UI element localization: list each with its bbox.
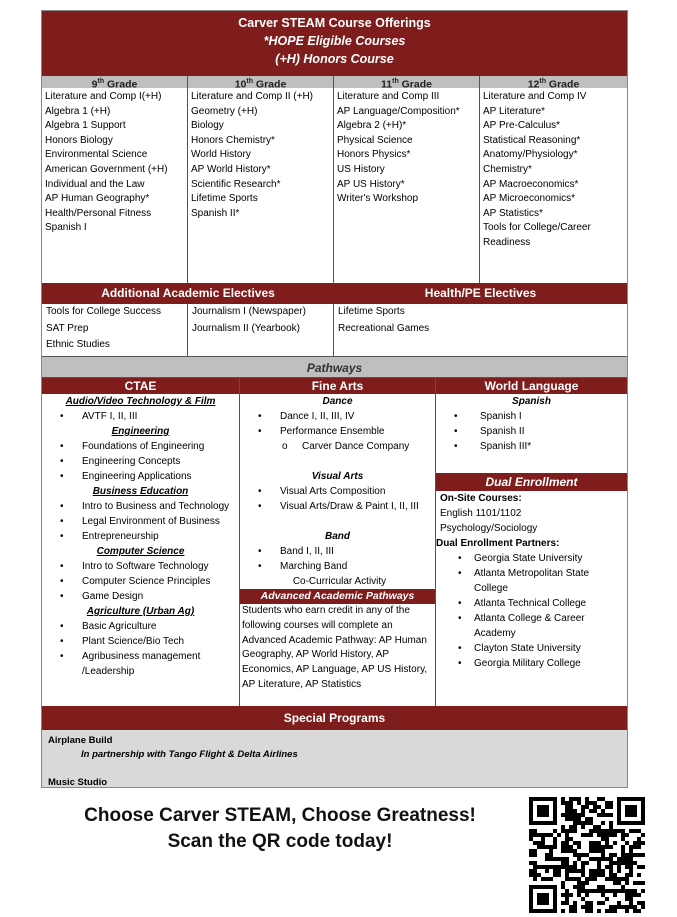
- ctae-column: [42, 378, 240, 706]
- grade-label: Grade: [546, 78, 580, 91]
- list-item: • Engineering Applications: [42, 469, 239, 484]
- grade-column: [334, 76, 480, 283]
- ctae-section-list: [42, 559, 239, 604]
- course-item: AP Literature*: [483, 105, 546, 117]
- electives-col-1: [42, 304, 188, 356]
- grade-number: 11: [381, 78, 393, 91]
- special-item: Airplane Build: [48, 735, 113, 746]
- band-note: Co-Curricular Activity: [292, 576, 387, 587]
- ctae-section-title: Audio/Video Technology & Film: [65, 396, 216, 407]
- academic-electives-title: Additional Academic Electives: [101, 286, 275, 300]
- grade-header: [334, 76, 479, 91]
- spanish-list: [436, 409, 627, 473]
- course-item: Literature and Comp I(+H): [45, 91, 162, 102]
- list-item: • Intro to Business and Technology: [42, 499, 239, 514]
- course-item: Spanish II*: [191, 207, 240, 219]
- onsite-label: On-Site Courses:: [440, 493, 522, 504]
- pathways-title: Pathways: [42, 356, 627, 378]
- aap-text: Students who earn credit in any of the following courses will complete an Advanced Academic Pathway: AP Human Geography, AP World History, AP Economics, AP Language, AP US History, AP Literature, AP Statistics: [242, 605, 428, 690]
- list-item: • Marching Band: [240, 559, 435, 574]
- list-item: Psychology/Sociology: [440, 523, 538, 534]
- band-list: [240, 544, 435, 574]
- dual-enrollment-title: Dual Enrollment: [436, 473, 627, 491]
- course-item: Environmental Science: [45, 149, 148, 161]
- grade-suffix: th: [539, 78, 547, 85]
- course-item: AP World History*: [191, 163, 271, 175]
- course-item: Anatomy/Physiology*: [483, 149, 578, 161]
- ctae-section-title: Business Education: [92, 486, 189, 497]
- course-item: Algebra 1 (+H): [45, 105, 111, 117]
- grade-number: 10: [234, 78, 247, 91]
- pathways-grid: [42, 378, 627, 706]
- grade-number: 12: [527, 78, 540, 91]
- list-item: • Atlanta Metropolitan State College: [440, 566, 623, 596]
- list-item: • Spanish III*: [436, 439, 627, 454]
- band-title: Band: [325, 531, 350, 542]
- list-item: • Intro to Software Technology: [42, 559, 239, 574]
- course-item: Writer's Workshop: [337, 193, 419, 205]
- list-item: • Spanish II: [436, 424, 627, 439]
- course-item: Honors Physics*: [337, 149, 411, 161]
- course-item: Chemistry*: [483, 163, 532, 175]
- list-item: • Atlanta College & Career Academy: [440, 611, 623, 641]
- course-item: American Government (+H): [45, 163, 168, 175]
- world-language-column: [436, 378, 627, 706]
- list-item: Journalism II (Yearbook): [192, 322, 301, 334]
- list-item: Lifetime Sports: [338, 306, 405, 317]
- dance-list: [240, 409, 435, 454]
- course-item: AP Statistics*: [483, 207, 543, 219]
- grade-columns: [42, 76, 627, 283]
- list-item: • Basic Agriculture: [42, 619, 239, 634]
- course-item: World History: [191, 149, 251, 161]
- list-item: • Computer Science Principles: [42, 574, 239, 589]
- tagline-line-2: Scan the QR code today!: [167, 831, 393, 852]
- course-item: AP Macroeconomics*: [483, 178, 579, 190]
- electives-col-2: [188, 304, 334, 356]
- course-item: Lifetime Sports: [191, 193, 258, 205]
- ctae-section-list: [42, 439, 239, 484]
- ctae-section-title: Computer Science: [96, 546, 185, 557]
- electives-col-3: [334, 304, 627, 356]
- ctae-section-title: Agriculture (Urban Ag): [86, 606, 195, 617]
- course-item: Scientific Research*: [191, 178, 281, 190]
- special-programs-body: [42, 730, 627, 787]
- partners-label: Dual Enrollment Partners:: [436, 538, 560, 549]
- list-item: English 1101/1102: [440, 508, 522, 519]
- list-item: • Entrepreneurship: [42, 529, 239, 544]
- grade-suffix: th: [392, 78, 399, 85]
- aap-title: Advanced Academic Pathways: [240, 589, 435, 604]
- course-item: Biology: [191, 120, 224, 132]
- list-item: • Atlanta Technical College: [440, 596, 623, 611]
- list-item: • Dance I, II, III, IV: [240, 409, 435, 424]
- world-language-title: World Language: [436, 378, 627, 394]
- list-item: o Carver Dance Company: [240, 439, 435, 454]
- health-electives-title: Health/PE Electives: [424, 286, 537, 300]
- course-item: Geometry (+H): [191, 105, 258, 117]
- ctae-title: CTAE: [42, 378, 239, 394]
- grade-suffix: th: [97, 78, 105, 85]
- grade-number: 9: [91, 78, 98, 91]
- qr-code-icon[interactable]: [529, 797, 645, 913]
- page-title: Carver STEAM Course Offerings: [238, 16, 431, 30]
- grade-suffix: th: [246, 78, 254, 85]
- fine-arts-title: Fine Arts: [240, 378, 435, 394]
- course-item: Literature and Comp IV: [483, 91, 587, 102]
- partners-list: [440, 551, 623, 671]
- list-item: • Engineering Concepts: [42, 454, 239, 469]
- course-item: Statistical Reasoning*: [483, 134, 581, 146]
- course-item: AP US History*: [337, 178, 405, 190]
- list-item: SAT Prep: [46, 322, 89, 334]
- honors-note: (+H) Honors Course: [275, 52, 394, 66]
- ctae-section-list: [42, 499, 239, 544]
- list-item: • Georgia Military College: [440, 656, 623, 671]
- course-sheet: [41, 10, 628, 788]
- list-item: • Spanish I: [436, 409, 627, 424]
- list-item: • Agribusiness management /Leadership: [42, 649, 239, 679]
- dance-title: Dance: [322, 396, 353, 407]
- grade-label: Grade: [253, 78, 287, 91]
- course-item: Honors Chemistry*: [191, 134, 275, 146]
- course-item: Tools for College/Career Readiness: [483, 222, 591, 248]
- list-item: • Legal Environment of Business: [42, 514, 239, 529]
- course-item: Literature and Comp III: [337, 91, 440, 102]
- visual-arts-title: Visual Arts: [311, 471, 364, 482]
- special-programs-title: Special Programs: [42, 706, 627, 730]
- header-banner: [42, 11, 627, 76]
- course-item: US History: [337, 163, 385, 175]
- list-item: • Plant Science/Bio Tech: [42, 634, 239, 649]
- list-item: • Game Design: [42, 589, 239, 604]
- list-item: • Performance Ensemble: [240, 424, 435, 439]
- electives-header: [42, 283, 627, 304]
- course-item: Individual and the Law: [45, 178, 145, 190]
- grade-label: Grade: [104, 78, 138, 91]
- course-item: Literature and Comp II (+H): [191, 91, 313, 102]
- ctae-section-title: Engineering: [111, 426, 170, 437]
- course-item: Health/Personal Fitness: [45, 207, 152, 219]
- course-item: Honors Biology: [45, 134, 113, 146]
- course-item: Physical Science: [337, 134, 413, 146]
- visual-list: [240, 484, 435, 514]
- grade-column: [188, 76, 334, 283]
- list-item: • Clayton State University: [440, 641, 623, 656]
- course-item: Spanish I: [45, 222, 87, 234]
- ctae-section-list: [42, 409, 239, 424]
- grade-column: [480, 76, 627, 283]
- list-item: • Band I, II, III: [240, 544, 435, 559]
- special-item: Music Studio: [48, 777, 108, 788]
- fine-arts-column: [240, 378, 436, 706]
- special-item-note: In partnership with Tango Flight & Delta Airlines: [81, 749, 298, 760]
- course-item: AP Language/Composition*: [337, 105, 460, 117]
- grade-header: [42, 76, 187, 91]
- list-item: Ethnic Studies: [46, 339, 110, 350]
- hope-note: *HOPE Eligible Courses: [263, 34, 406, 48]
- list-item: • Visual Arts/Draw & Paint I, II, III: [240, 499, 435, 514]
- list-item: • AVTF I, II, III: [42, 409, 239, 424]
- electives-body: [42, 304, 627, 356]
- ctae-body: [42, 394, 239, 679]
- course-item: AP Pre-Calculus*: [483, 120, 561, 132]
- course-item: Algebra 2 (+H)*: [337, 120, 407, 132]
- tagline-line-1: Choose Carver STEAM, Choose Greatness!: [84, 805, 476, 826]
- course-item: AP Microeconomics*: [483, 193, 576, 205]
- grade-column: [42, 76, 188, 283]
- grade-header: [188, 76, 333, 91]
- list-item: • Visual Arts Composition: [240, 484, 435, 499]
- grade-label: Grade: [398, 78, 432, 91]
- list-item: • Georgia State University: [440, 551, 623, 566]
- tagline: [70, 803, 490, 855]
- list-item: Recreational Games: [338, 322, 430, 334]
- list-item: Tools for College Success: [46, 306, 162, 317]
- dual-enrollment-body: [436, 491, 627, 671]
- list-item: • Foundations of Engineering: [42, 439, 239, 454]
- course-item: AP Human Geography*: [45, 193, 150, 205]
- grade-header: [480, 76, 627, 91]
- course-item: Algebra 1 Support: [45, 120, 126, 132]
- list-item: Journalism I (Newspaper): [192, 306, 306, 317]
- spanish-title: Spanish: [512, 396, 551, 407]
- ctae-section-list: [42, 619, 239, 679]
